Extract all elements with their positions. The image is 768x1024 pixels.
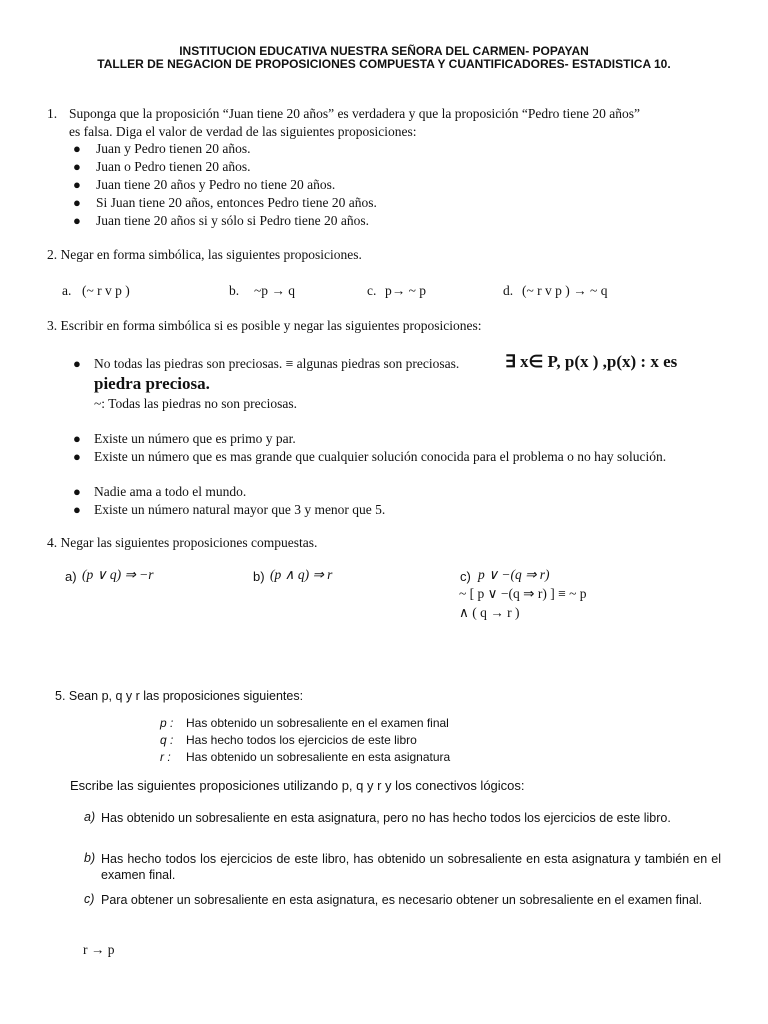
q4-b-expr: (p ∧ q) ⇒ r [270, 567, 333, 582]
q4-c-expr: p ∨ −(q ⇒ r) [478, 567, 550, 582]
q2-option-a-label: a. [62, 283, 72, 298]
bullet-icon: ● [73, 159, 81, 174]
q5-answer: r → p [83, 942, 115, 957]
q5-def-text: Has obtenido un sobresaliente en esta asignatura [186, 750, 451, 764]
q1-number: 1. [47, 106, 58, 121]
q3-item: Existe un número que es mas grande que cualquier solución conocida para el problema o no hay solución. [94, 449, 667, 464]
q5-instruction: Escribe las siguientes proposiciones utilizando p, q y r y los conectivos lógicos: [70, 778, 525, 793]
q5-intro [55, 689, 303, 703]
q2-option-b-expr: ~p → q [254, 283, 296, 298]
bullet-icon: ● [73, 449, 81, 464]
q4-a-label: a) [65, 569, 77, 584]
q1-item: Si Juan tiene 20 años, entonces Pedro tiene 20 años. [96, 195, 377, 210]
q5-def-text: Has hecho todos los ejercicios de este libro [186, 733, 417, 747]
q1-item: Juan y Pedro tienen 20 años. [96, 141, 251, 156]
q5-item-b-label: b) [84, 851, 96, 865]
q4-b-label: b) [253, 569, 265, 584]
school-title: INSTITUCION EDUCATIVA NUESTRA SEÑORA DEL CARMEN- POPAYAN [179, 44, 589, 58]
bullet-icon: ● [73, 431, 81, 446]
q3-item: Nadie ama a todo el mundo. [94, 484, 247, 499]
bullet-icon: ● [73, 356, 81, 371]
q5-intro-text: 5. Sean p, q y r las proposiciones siguientes: [55, 689, 304, 703]
q1-item: Juan tiene 20 años si y sólo si Pedro tiene 20 años. [96, 213, 369, 228]
q2-option-c-expr: p→ ~ p [385, 283, 427, 298]
q3-item1-text: No todas las piedras son preciosas. ≡ algunas piedras son preciosas. [94, 356, 460, 371]
q5-item-c-text: Para obtener un sobresaliente en esta asignatura, es necesario obtener un sobresaliente en el examen final. [101, 893, 703, 907]
q1-item: Juan o Pedro tienen 20 años. [96, 159, 251, 174]
q5-item-a-label: a) [84, 810, 96, 824]
q4-c-negation-line1: ~ [ p ∨ −(q ⇒ r) ] ≡ ~ p [459, 586, 587, 601]
q2-option-d-label: d. [503, 283, 514, 298]
q3-item: Existe un número que es primo y par. [94, 431, 296, 446]
bullet-icon: ● [73, 141, 81, 156]
q5-item-b-text: Has hecho todos los ejercicios de este libro, has obtenido un sobresaliente en esta asignatura y también en el examen final. [101, 852, 721, 882]
q2-option-d-expr: (~ r v p ) → ~ q [522, 283, 608, 298]
q3-item1-formula: ∃ x∈ P, p(x ) ,p(x) : x es [505, 352, 678, 371]
q2-option-b-label: b. [229, 283, 240, 298]
q5-def-text: Has obtenido un sobresaliente en el examen final [186, 716, 449, 730]
q1-statement-line1: Suponga que la proposición “Juan tiene 20 años” es verdadera y que la proposición “Pedro tiene 20 años” [69, 106, 640, 121]
q4-c-negation-line2: ∧ ( q → r ) [459, 605, 520, 620]
bullet-icon: ● [73, 177, 81, 192]
bullet-icon: ● [73, 195, 81, 210]
q3-statement: 3. Escribir en forma simbólica si es posible y negar las siguientes proposiciones: [47, 318, 482, 333]
q4-statement: 4. Negar las siguientes proposiciones compuestas. [47, 535, 318, 550]
q2-option-c-label: c. [367, 283, 377, 298]
q1-statement-line2: es falsa. Diga el valor de verdad de las siguientes proposiciones: [69, 124, 417, 139]
bullet-icon: ● [73, 484, 81, 499]
worksheet-title: TALLER DE NEGACION DE PROPOSICIONES COMPUESTA Y CUANTIFICADORES- ESTADISTICA 10. [97, 57, 671, 71]
bullet-icon: ● [73, 213, 81, 228]
q5-item-a-text: Has obtenido un sobresaliente en esta asignatura, pero no has hecho todos los ejercicios de este libro. [101, 811, 671, 825]
q4-c-label: c) [460, 569, 471, 584]
bullet-icon: ● [73, 502, 81, 517]
q5-def-var: r : [160, 750, 171, 764]
q3-item1-formula-cont: piedra preciosa. [94, 374, 210, 393]
q5-def-var: q : [160, 733, 174, 747]
q3-item1-negation: ~: Todas las piedras no son preciosas. [94, 396, 297, 411]
q2-option-a-expr: (~ r v p ) [82, 283, 130, 298]
q1-item: Juan tiene 20 años y Pedro no tiene 20 años. [96, 177, 336, 192]
q2-statement: 2. Negar en forma simbólica, las siguientes proposiciones. [47, 247, 362, 262]
q5-def-var: p : [160, 716, 174, 730]
q4-a-expr: (p ∨ q) ⇒ −r [82, 567, 154, 582]
q3-item: Existe un número natural mayor que 3 y menor que 5. [94, 502, 386, 517]
q5-item-c-label: c) [84, 892, 95, 906]
